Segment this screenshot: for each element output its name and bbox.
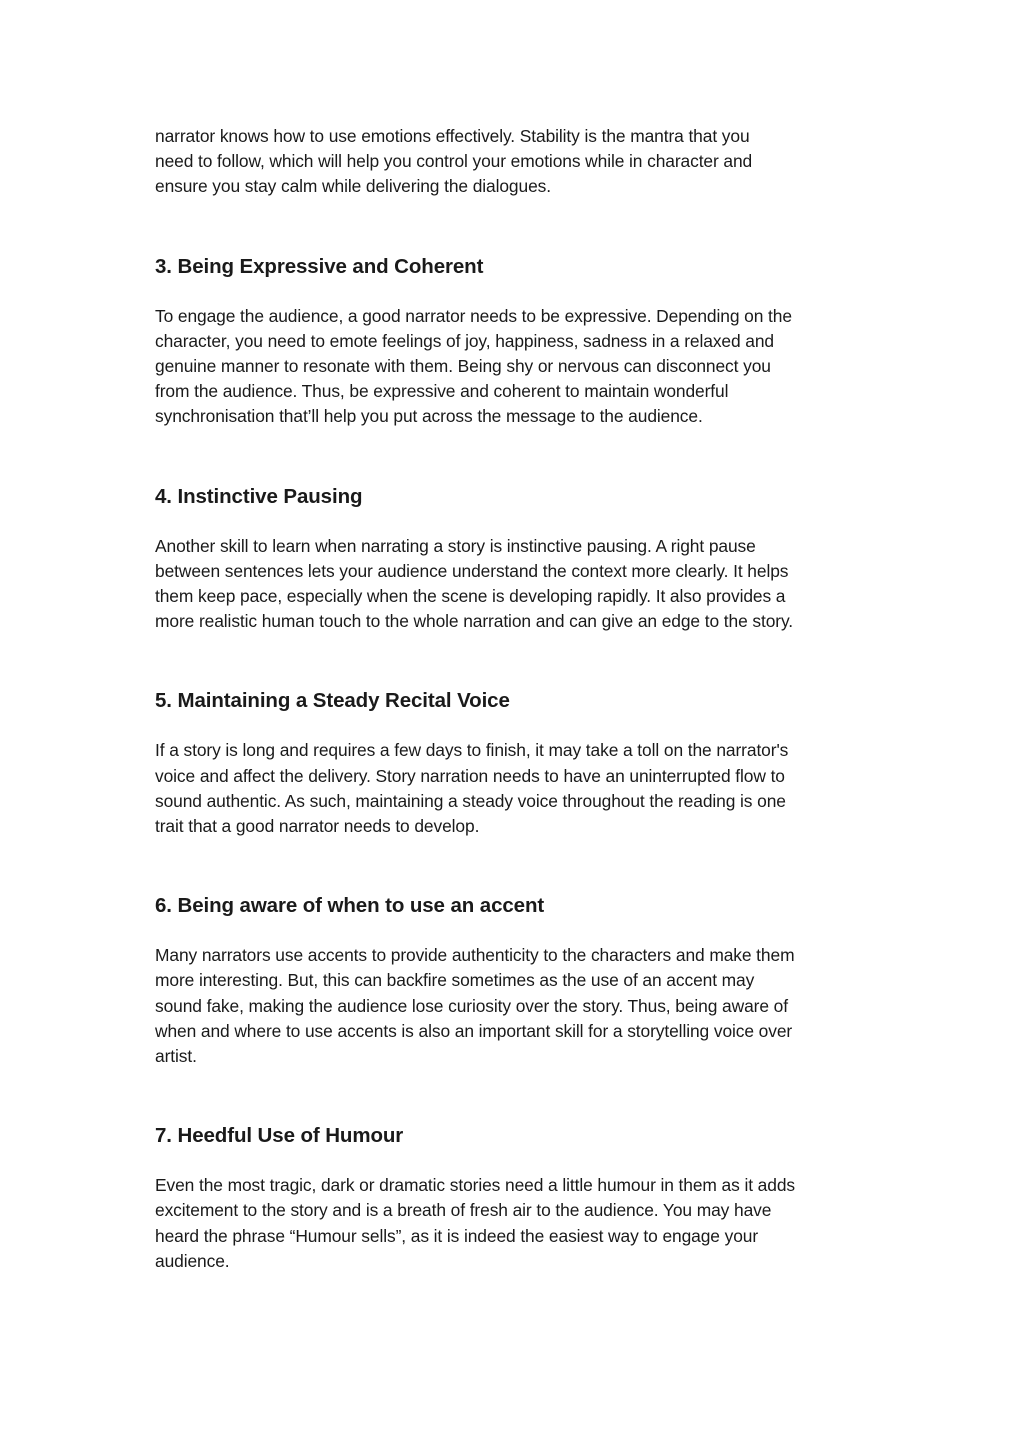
text-line: If a story is long and requires a few days to finish, it may take a toll on the narrator's (155, 740, 789, 761)
text-line: genuine manner to resonate with them. Being shy or nervous can disconnect you (155, 356, 771, 377)
text-line: Even the most tragic, dark or dramatic stories need a little humour in them as it adds (155, 1175, 795, 1196)
text-line: trait that a good narrator needs to develop. (155, 816, 480, 837)
section-paragraph-4 (155, 534, 873, 635)
document-page (155, 124, 873, 1274)
text-line: audience. (155, 1250, 230, 1271)
text-line: from the audience. Thus, be expressive and coherent to maintain wonderful (155, 381, 729, 402)
section-heading-6: 6. Being aware of when to use an accent (155, 894, 545, 918)
section-paragraph-7 (155, 1173, 873, 1274)
section-heading-3: 3. Being Expressive and Coherent (155, 254, 484, 278)
text-line: synchronisation that’ll help you put across the message to the audience. (155, 406, 703, 427)
section-heading-7: 7. Heedful Use of Humour (155, 1124, 404, 1148)
section-paragraph-3 (155, 304, 873, 430)
text-line: To engage the audience, a good narrator needs to be expressive. Depending on the (155, 305, 792, 326)
text-line: character, you need to emote feelings of joy, happiness, sadness in a relaxed and (155, 330, 775, 351)
section-paragraph-5 (155, 738, 873, 839)
text-line: ensure you stay calm while delivering the dialogues. (155, 176, 551, 197)
text-line: sound fake, making the audience lose curiosity over the story. Thus, being aware of (155, 995, 788, 1016)
section-heading-5: 5. Maintaining a Steady Recital Voice (155, 689, 510, 713)
text-line: more interesting. But, this can backfire sometimes as the use of an accent may (155, 970, 755, 991)
section-paragraph-6 (155, 943, 873, 1069)
text-line: heard the phrase “Humour sells”, as it is indeed the easiest way to engage your (155, 1225, 759, 1246)
text-line: excitement to the story and is a breath of fresh air to the audience. You may have (155, 1200, 772, 1221)
text-line: when and where to use accents is also an important skill for a storytelling voice over (155, 1020, 793, 1041)
text-line: need to follow, which will help you control your emotions while in character and (155, 151, 753, 172)
text-line: Many narrators use accents to provide authenticity to the characters and make them (155, 945, 795, 966)
text-line: artist. (155, 1046, 197, 1067)
text-line: them keep pace, especially when the scene is developing rapidly. It also provides a (155, 586, 786, 607)
text-line: more realistic human touch to the whole narration and can give an edge to the story. (155, 611, 794, 632)
text-line: narrator knows how to use emotions effectively. Stability is the mantra that you (155, 126, 750, 146)
intro-paragraph (155, 124, 873, 200)
text-line: sound authentic. As such, maintaining a steady voice throughout the reading is one (155, 790, 786, 811)
text-line: between sentences lets your audience understand the context more clearly. It helps (155, 560, 789, 581)
text-line: voice and affect the delivery. Story narration needs to have an uninterrupted flow to (155, 765, 785, 786)
section-heading-4: 4. Instinctive Pausing (155, 484, 363, 508)
text-line: Another skill to learn when narrating a story is instinctive pausing. A right pause (155, 535, 756, 556)
